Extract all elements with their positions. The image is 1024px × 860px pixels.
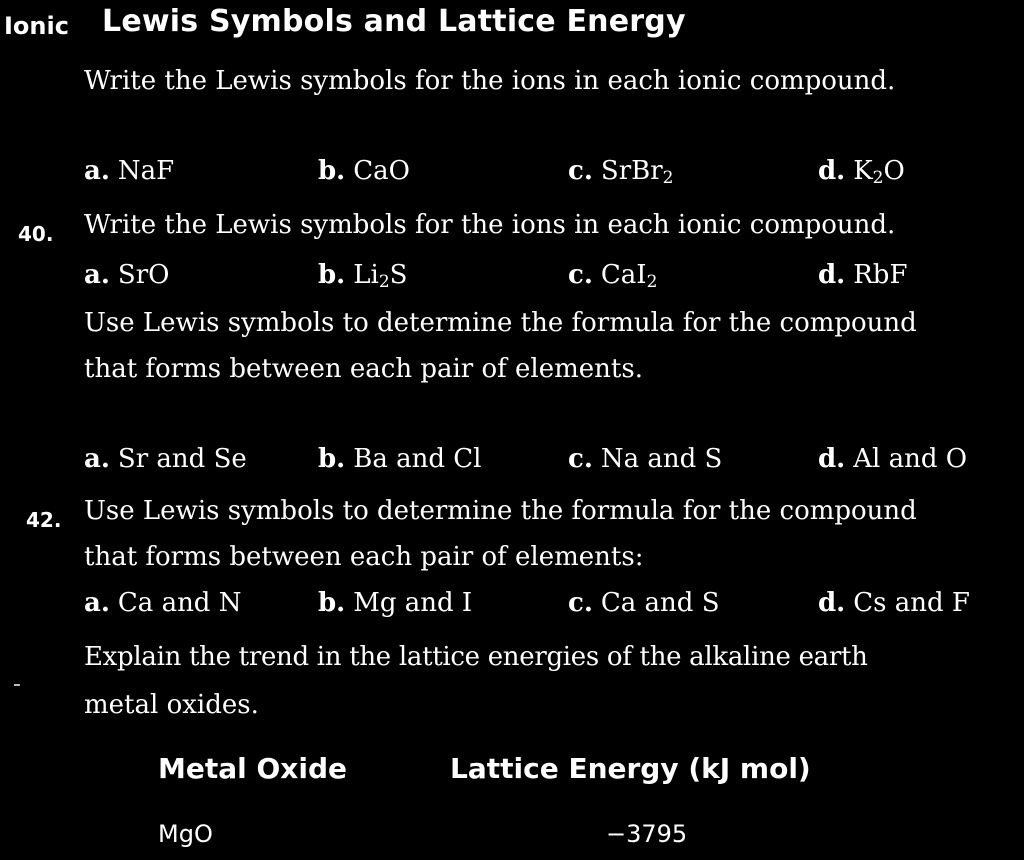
problem-1-option-a: a. NaF [84,156,175,186]
section-title: Lewis Symbols and Lattice Energy [102,4,686,39]
problem-40-option-a: a. SrO [84,260,170,290]
problem-42-prompt-line2: that forms between each pair of elements: [84,542,644,572]
problem-3-prompt-line2: that forms between each pair of elements. [84,354,643,384]
problem-5-prompt-line2: metal oxides. [84,690,259,720]
table-header-lattice-energy: Lattice Energy (kJ mol) [450,752,811,785]
problem-42-option-b: b. Mg and I [318,588,473,618]
margin-mark [14,684,20,686]
problem-1-option-d: d. $K_2O$ [818,156,905,188]
problem-3-prompt-line1: Use Lewis symbols to determine the formula for the compound [84,308,917,338]
problem-40-option-c: c. CaI$_2$ [568,260,658,292]
problem-42-prompt-line1: Use Lewis symbols to determine the formula for the compound [84,496,917,526]
problem-5-prompt-line1: Explain the trend in the lattice energies of the alkaline earth [84,642,868,672]
problem-1-option-b: b. CaO [318,156,410,186]
table-header-metal-oxide: Metal Oxide [158,752,347,785]
problem-3-option-b: b. Ba and Cl [318,444,482,474]
problem-number-42: 42. [26,508,62,532]
problem-1-prompt: Write the Lewis symbols for the ions in each ionic compound. [84,66,896,96]
problem-42-option-a: a. Ca and N [84,588,242,618]
problem-42-option-d: d. Cs and F [818,588,970,618]
problem-40-option-b: b. $Li_2S$ [318,260,408,292]
problem-42-option-c: c. Ca and S [568,588,720,618]
problem-number-40: 40. [18,222,54,246]
problem-40-prompt: Write the Lewis symbols for the ions in each ionic compound. [84,210,896,240]
table-cell-oxide: MgO [158,820,213,848]
table-cell-energy: −3795 [606,820,688,848]
problem-3-option-d: d. Al and O [818,444,968,474]
problem-3-option-c: c. Na and S [568,444,723,474]
problem-3-option-a: a. Sr and Se [84,444,247,474]
problem-40-option-d: d. RbF [818,260,908,290]
section-title-lead: Ionic [4,12,69,40]
problem-1-option-c: c. SrBr$_2$ [568,156,674,188]
